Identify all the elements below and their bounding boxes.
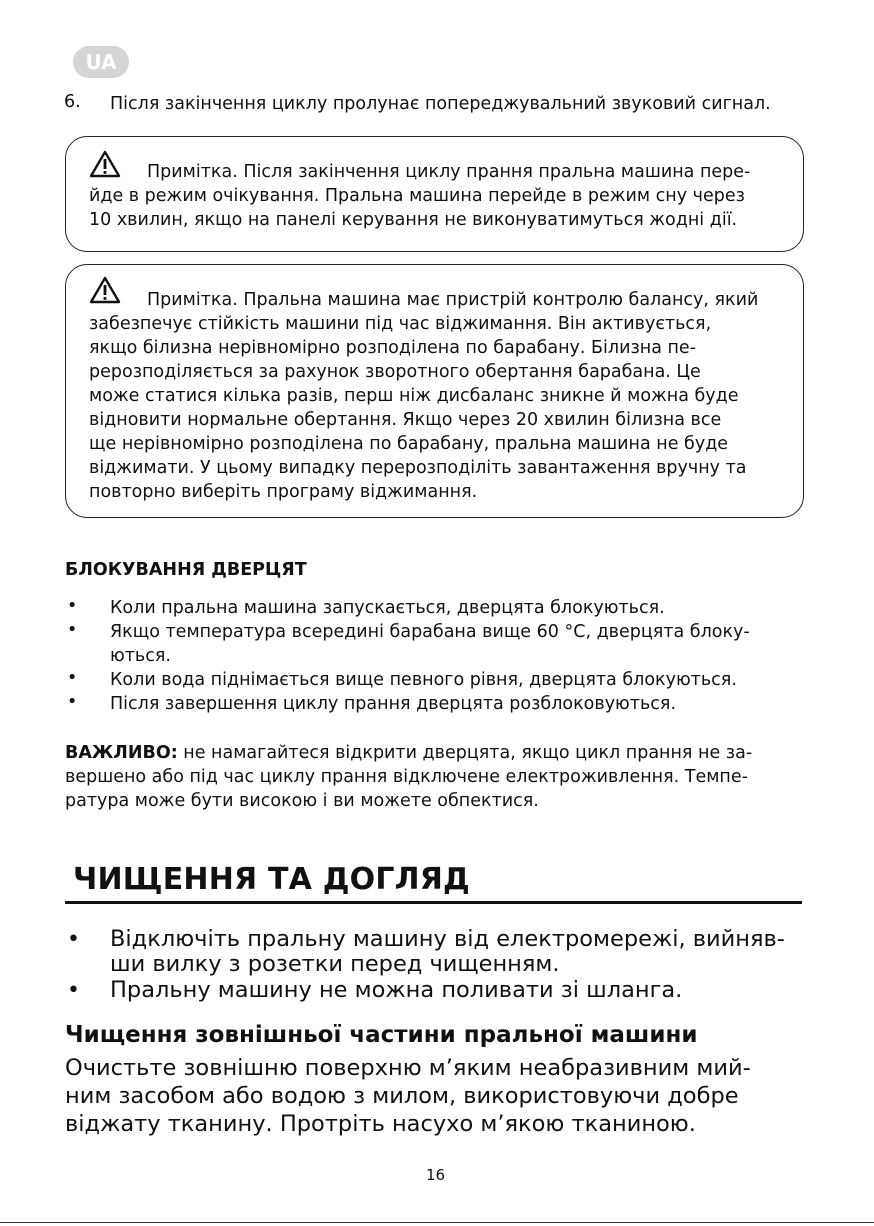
bullet: • — [67, 692, 78, 712]
cleaning-paragraph-line: Очистьте зовнішню поверхню м’яким неабразивним мий- — [65, 1055, 751, 1081]
note2-line: відновити нормальне обертання. Якщо через 20 хвилин білизна все — [89, 410, 722, 430]
door-lock-item: Коли вода піднімається вище певного рівня, дверцята блокуються. — [110, 670, 737, 690]
bullet: • — [67, 596, 78, 616]
important-paragraph — [65, 741, 752, 765]
note2-line: віджимати. У цьому випадку перерозподіліть завантаження вручну та — [89, 458, 747, 478]
cleaning-paragraph-line: віджату тканину. Протріть насухо м’якою тканиною. — [65, 1111, 696, 1137]
note2-line: повторно виберіть програму віджимання. — [89, 482, 478, 502]
important-text: не намагайтеся відкрити дверцята, якщо цикл прання не за- — [177, 743, 753, 763]
door-lock-item-cont: ються. — [110, 646, 171, 666]
note1-line: 10 хвилин, якщо на панелі керування не виконуватимуться жодні дії. — [89, 210, 738, 230]
cleaning-subheading: Чищення зовнішньої частини пральної машини — [65, 1022, 698, 1048]
step-number: 6. — [64, 92, 81, 112]
language-badge: UA — [73, 46, 129, 78]
note2-line: Примітка. Пральна машина має пристрій контролю балансу, який — [147, 290, 759, 310]
note2-line: якщо білизна нерівномірно розподілена по барабану. Білизна пе- — [89, 338, 697, 358]
note1-line: йде в режим очікування. Пральна машина перейде в режим сну через — [89, 186, 745, 206]
door-lock-heading: БЛОКУВАННЯ ДВЕРЦЯТ — [65, 560, 307, 580]
door-lock-item: Якщо температура всередині барабана вище 60 °C, дверцята блоку- — [110, 622, 750, 642]
bullet: • — [67, 620, 78, 640]
cleaning-item: Пральну машину не можна поливати зі шланга. — [110, 977, 683, 1003]
important-line: ратура може бути високою і ви можете обпектися. — [65, 791, 539, 811]
note2-line: рерозподіляється за рахунок зворотного обертання барабана. Це — [89, 362, 701, 382]
step-text: Після закінчення циклу пролунає попереджувальний звуковий сигнал. — [110, 94, 771, 114]
bottom-edge — [0, 1222, 874, 1223]
note2-line: може статися кілька разів, перш ніж дисбаланс зникне й можна буде — [89, 386, 739, 406]
page-number: 16 — [426, 1166, 446, 1184]
door-lock-item: Коли пральна машина запускається, дверцята блокуються. — [110, 598, 665, 618]
note2-line: забезпечує стійкість машини під час віджимання. Він активується, — [89, 314, 712, 334]
door-lock-item: Після завершення циклу прання дверцята розблоковуються. — [110, 694, 677, 714]
bullet: • — [67, 978, 80, 1003]
bullet: • — [67, 927, 80, 952]
title-divider — [65, 901, 802, 904]
cleaning-item-cont: ши вилку з розетки перед чищенням. — [110, 951, 560, 977]
note2-line: ще нерівномірно розподілена по барабану, пральна машина не буде — [89, 434, 729, 454]
section-title: ЧИЩЕННЯ ТА ДОГЛЯД — [73, 862, 470, 897]
bullet: • — [67, 668, 78, 688]
warning-icon — [89, 276, 121, 304]
note1-line: Примітка. Після закінчення циклу прання пральна машина пере- — [147, 162, 751, 182]
warning-icon — [89, 150, 121, 178]
cleaning-paragraph-line: ним засобом або водою з милом, використовуючи добре — [65, 1083, 739, 1109]
cleaning-item: Відключіть пральну машину від електромережі, вийняв- — [110, 926, 785, 952]
important-line: вершено або під час циклу прання відключене електроживлення. Темпе- — [65, 767, 748, 787]
important-label: ВАЖЛИВО: — [65, 743, 178, 763]
